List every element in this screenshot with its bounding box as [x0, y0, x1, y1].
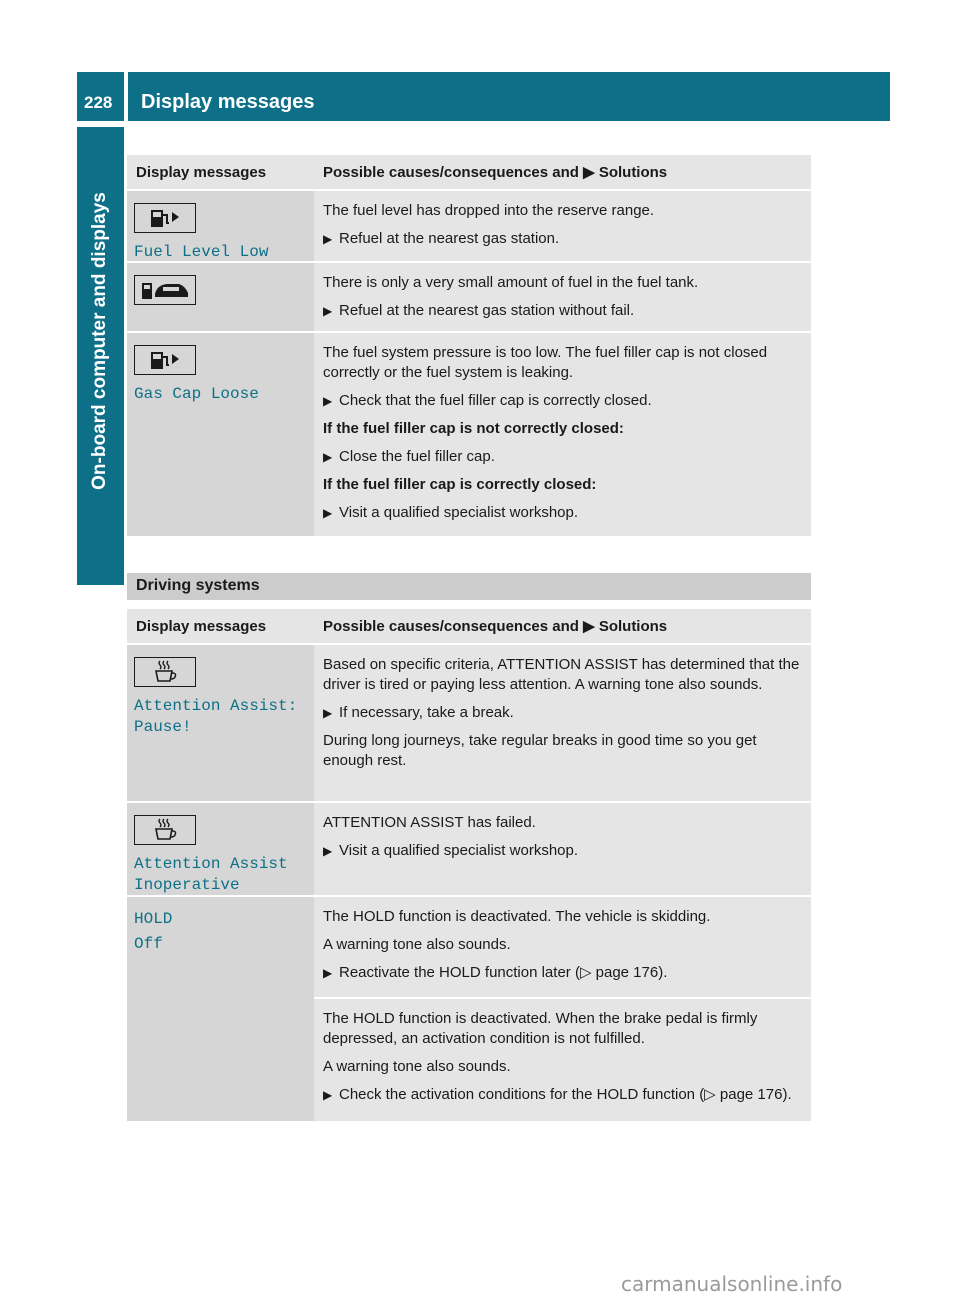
message-text-line1: Attention Assist: — [134, 697, 298, 715]
solution-step — [323, 301, 803, 321]
cause-text: The fuel system pressure is too low. The fuel filler cap is not closed correctly or the fuel system is leaking. — [323, 344, 768, 381]
message-text-line2: Off — [134, 935, 163, 953]
fuel-pump-icon — [134, 203, 196, 233]
step-text: Close the fuel filler cap. — [339, 448, 495, 465]
solution-step — [323, 503, 803, 523]
step-arrow-icon: ▶ — [323, 966, 333, 980]
step-text: Check the activation conditions for the HOLD function (▷ page 176). — [339, 1086, 792, 1103]
cause-text: The HOLD function is deactivated. When the brake pedal is firmly depressed, an activation condition is not fulfilled. — [323, 1010, 758, 1047]
side-tab-marker — [77, 555, 124, 585]
message-text: Fuel Level Low — [134, 243, 269, 261]
step-arrow-icon: ▶ — [323, 232, 333, 246]
coffee-cup-icon — [134, 657, 196, 687]
solution-step — [323, 391, 803, 411]
message-text: Gas Cap Loose — [134, 385, 259, 403]
driving-systems-table — [127, 609, 811, 1121]
message-text-line1: Attention Assist — [134, 855, 288, 873]
solution-cell — [314, 333, 811, 536]
coffee-cup-icon — [134, 815, 196, 845]
header-causes-solutions: Possible causes/consequences and ▶ Solutions — [323, 164, 668, 181]
solution-cell — [314, 897, 811, 1121]
message-cell — [127, 803, 314, 895]
fuel-car-icon — [134, 275, 196, 305]
header-display-messages: Display messages — [136, 617, 267, 635]
solution-cell — [314, 645, 811, 801]
message-text-line2: Pause! — [134, 718, 192, 736]
table-row — [127, 261, 811, 331]
message-cell — [127, 645, 314, 801]
solution-cell — [314, 191, 811, 261]
message-cell — [127, 897, 314, 1121]
table-header — [127, 155, 811, 189]
cause-text: There is only a very small amount of fuel in the fuel tank. — [323, 274, 699, 291]
header-causes-solutions: Possible causes/consequences and ▶ Solutions — [323, 618, 668, 635]
table-row — [127, 895, 811, 1121]
table-row — [127, 801, 811, 895]
solution-cell — [314, 803, 811, 895]
step-arrow-icon: ▶ — [323, 304, 333, 318]
cause-text: ATTENTION ASSIST has failed. — [323, 814, 536, 831]
step-text: Refuel at the nearest gas station. — [339, 230, 560, 247]
step-arrow-icon: ▶ — [323, 844, 333, 858]
table-row — [127, 189, 811, 261]
solution-step — [323, 963, 803, 983]
message-cell — [127, 191, 314, 261]
message-cell — [127, 263, 314, 331]
step-arrow-icon: ▶ — [323, 1088, 333, 1102]
step-arrow-icon: ▶ — [323, 394, 333, 408]
table-header — [127, 609, 811, 643]
page-title: Display messages — [141, 91, 315, 113]
cause-text: Based on specific criteria, ATTENTION ASSIST has determined that the driver is tired or paying less attention. A warning tone also sounds. — [323, 656, 800, 693]
solution-step — [323, 1085, 803, 1105]
solution-step — [323, 703, 803, 723]
section-title: Driving systems — [136, 577, 260, 594]
condition-text: If the fuel filler cap is not correctly closed: — [323, 420, 624, 437]
cause-text: The HOLD function is deactivated. The vehicle is skidding. — [323, 908, 711, 925]
table-row — [127, 643, 811, 801]
note-text: During long journeys, take regular breaks in good time so you get enough rest. — [323, 732, 757, 769]
fuel-messages-table — [127, 155, 811, 536]
step-arrow-icon: ▶ — [323, 506, 333, 520]
step-arrow-icon: ▶ — [323, 450, 333, 464]
fuel-pump-icon — [134, 345, 196, 375]
solution-step — [323, 229, 803, 249]
cause-text: The fuel level has dropped into the reserve range. — [323, 202, 655, 219]
message-text-line2: Inoperative — [134, 876, 240, 894]
step-arrow-icon: ▶ — [323, 706, 333, 720]
message-text-line1: HOLD — [134, 910, 173, 928]
step-text: Reactivate the HOLD function later (▷ page 176). — [339, 964, 668, 981]
message-cell — [127, 333, 314, 536]
solution-cell — [314, 263, 811, 331]
watermark: carmanualsonline.info — [621, 1272, 843, 1296]
sub-solution-block — [314, 997, 811, 1105]
side-tab-label: On-board computer and displays — [89, 192, 110, 490]
step-text: Check that the fuel filler cap is correctly closed. — [339, 392, 652, 409]
page-number: 228 — [84, 93, 113, 112]
solution-step — [323, 447, 803, 467]
tone-text: A warning tone also sounds. — [323, 936, 511, 953]
step-text: If necessary, take a break. — [339, 704, 514, 721]
table-row — [127, 331, 811, 536]
solution-step — [323, 841, 803, 861]
condition-text: If the fuel filler cap is correctly closed: — [323, 476, 597, 493]
tone-text: A warning tone also sounds. — [323, 1058, 511, 1075]
step-text: Visit a qualified specialist workshop. — [339, 842, 579, 859]
step-text: Visit a qualified specialist workshop. — [339, 504, 579, 521]
header-display-messages: Display messages — [136, 163, 267, 181]
step-text: Refuel at the nearest gas station without fail. — [339, 302, 635, 319]
